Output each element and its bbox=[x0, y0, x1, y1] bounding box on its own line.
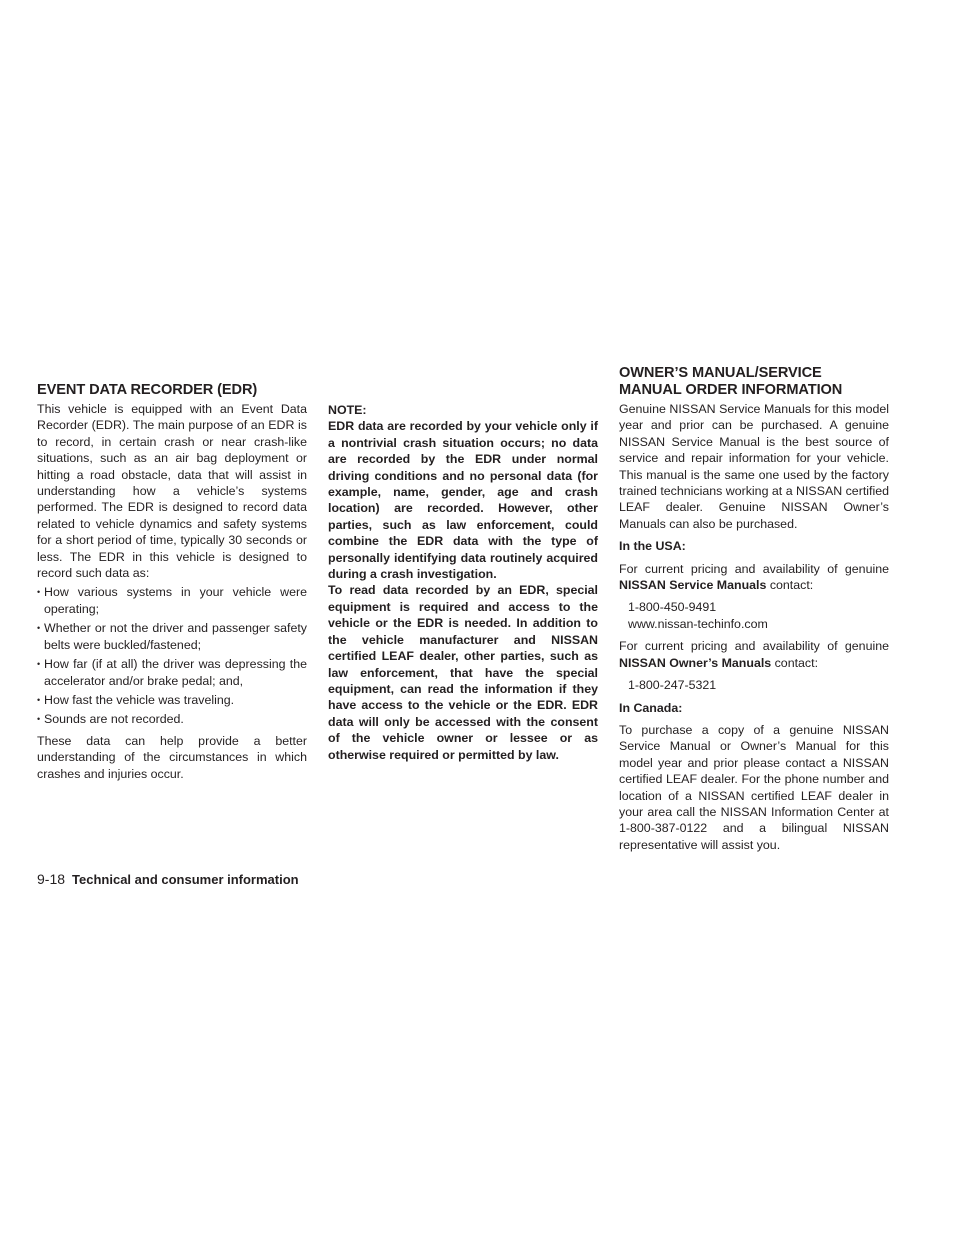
service-manuals-emphasis: NISSAN Service Manuals bbox=[619, 578, 767, 593]
note-paragraph-2: To read data recorded by an EDR, special equipment is required and access to the vehicle or the EDR is needed. In addition to the vehicle manufacturer and NISSAN certified LEAF dealer, other parties, such as law enforcement, that have the special equipment, can read the information if they have access to the vehicle or the EDR. EDR data will only be accessed with the consent of the vehicle owner or lessee or as otherwise required or permitted by law. bbox=[328, 583, 598, 762]
note-column bbox=[328, 402, 598, 763]
service-manuals-website: www.nissan-techinfo.com bbox=[628, 616, 768, 631]
manual-heading-line-1: OWNER’S MANUAL/SERVICE bbox=[619, 365, 822, 381]
usa-service-post: contact: bbox=[766, 578, 814, 593]
manual-heading-line-2: MANUAL ORDER INFORMATION bbox=[619, 382, 843, 398]
service-manuals-phone: 1-800-450-9491 bbox=[628, 600, 717, 615]
list-item: • Whether or not the driver and passenger safety belts were buckled/fastened; bbox=[37, 620, 307, 653]
edr-data-list bbox=[37, 584, 307, 727]
usa-service-manuals-text bbox=[619, 561, 889, 594]
section-title: Technical and consumer information bbox=[72, 872, 299, 887]
manual-intro: Genuine NISSAN Service Manuals for this model year and prior can be purchased. A genuine NISSAN Service Manual is the best source of service and repair information for your vehicle. This manual is the same one used by the factory trained technicians working at a NISSAN certified LEAF dealer. Genuine NISSAN Owner’s Manuals can also be purchased. bbox=[619, 402, 889, 531]
owner-manuals-emphasis: NISSAN Owner’s Manuals bbox=[619, 655, 772, 670]
owner-manuals-phone: 1-800-247-5321 bbox=[628, 678, 717, 693]
page-number: 9-18 bbox=[37, 871, 66, 887]
note-label: NOTE: bbox=[328, 403, 367, 417]
canada-subheading: In Canada: bbox=[619, 700, 683, 715]
edr-heading: EVENT DATA RECORDER (EDR) bbox=[37, 382, 258, 398]
list-item: • How various systems in your vehicle were operating; bbox=[37, 584, 307, 617]
note-paragraph-1: EDR data are recorded by your vehicle only if a nontrivial crash situation occurs; no data are recorded by the EDR under normal driving conditions and no personal data (for example, name, gender, age and crash location) are recorded. However, other parties, such as law enforcement, could combine the EDR data with the type of personally identifying data routinely acquired during a crash investigation. bbox=[328, 419, 598, 582]
usa-owner-post: contact: bbox=[771, 655, 819, 670]
list-item: • Sounds are not recorded. bbox=[37, 711, 307, 727]
page-footer bbox=[37, 871, 299, 888]
usa-owner-manuals-text bbox=[619, 638, 889, 671]
manual-order-column bbox=[619, 365, 889, 853]
usa-service-pre: For current pricing and availability of genuine bbox=[619, 561, 889, 576]
manual-order-heading bbox=[619, 365, 889, 399]
list-item: • How far (if at all) the driver was depressing the accelerator and/or brake pedal; and, bbox=[37, 656, 307, 689]
edr-closing: These data can help provide a better understanding of the circumstances in which crashes and injuries occur. bbox=[37, 733, 307, 781]
usa-owner-pre: For current pricing and availability of genuine bbox=[619, 639, 889, 654]
usa-subheading: In the USA: bbox=[619, 539, 686, 554]
edr-intro: This vehicle is equipped with an Event Data Recorder (EDR). The main purpose of an EDR is to record, in certain crash or near crash-like situations, such as an air bag deployment or hitting a road obstacle, data that will assist in understanding how a vehicle’s systems performed. The EDR is designed to record data related to vehicle dynamics and safety systems for a short period of time, typically 30 seconds or less. The EDR in this vehicle is designed to record such data as: bbox=[37, 402, 307, 581]
edr-column bbox=[37, 382, 307, 782]
list-item: • How fast the vehicle was traveling. bbox=[37, 692, 307, 708]
canada-text: To purchase a copy of a genuine NISSAN Service Manual or Owner’s Manual for this model year and prior please contact a NISSAN certified LEAF dealer. For the phone number and location of a NISSAN certified LEAF dealer in your area call the NISSAN Information Center at 1-800-387-0122 and a bilingual NISSAN representative will assist you. bbox=[619, 722, 889, 852]
